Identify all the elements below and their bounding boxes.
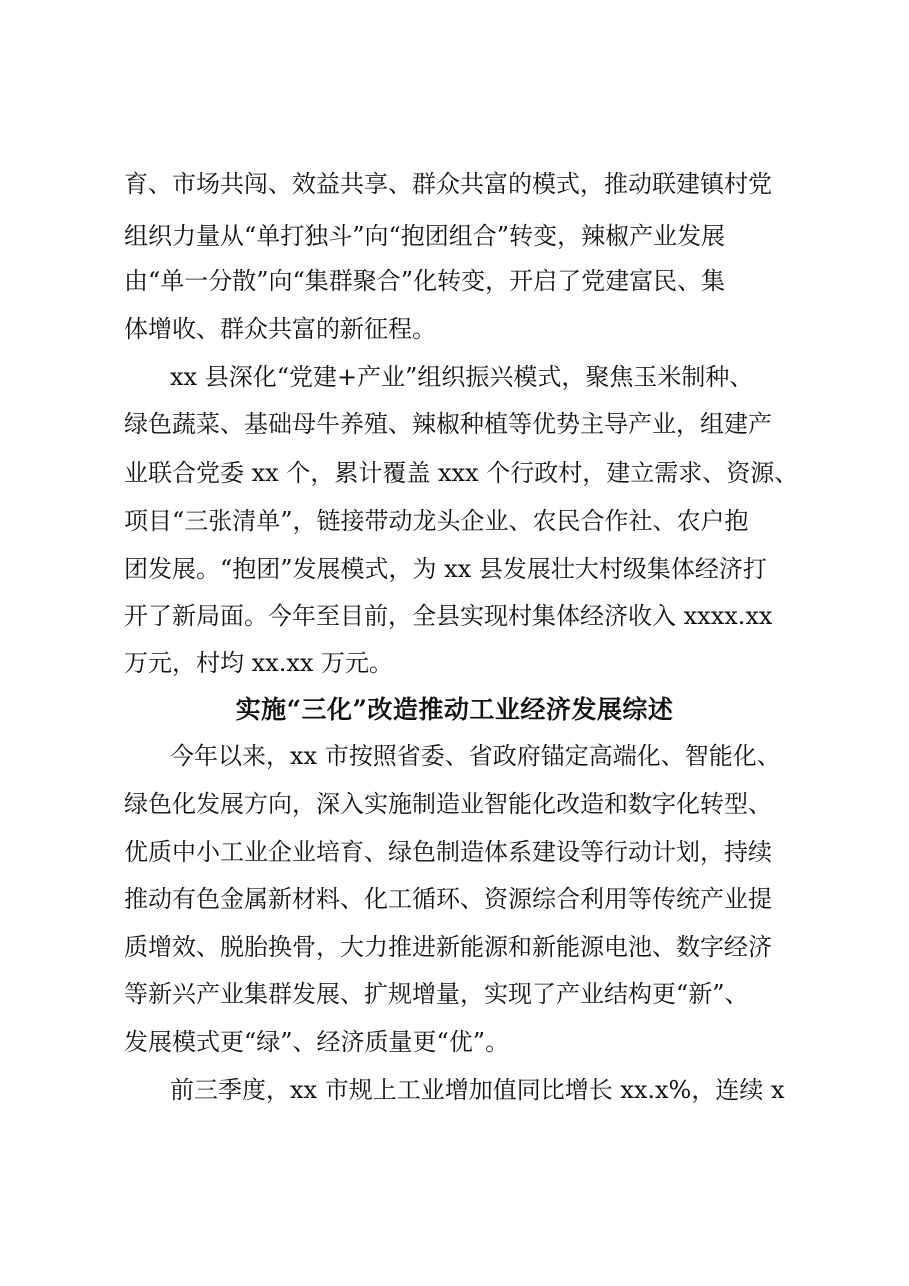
paragraph-1-line-4: 体增收、群众共富的新征程。: [124, 315, 436, 343]
paragraph-1-line-3: 由“单一分散”向“集群聚合”化转变，开启了党建富民、集: [124, 267, 726, 295]
paragraph-2-line-2: 绿色蔬菜、基础母牛养殖、辣椒种植等优势主导产业，组建产: [124, 410, 772, 438]
paragraph-2-line-5: 团发展。“抱团”发展模式，为 xx 县发展壮大村级集体经济打: [124, 555, 767, 583]
paragraph-4-line-1: 前三季度，xx 市规上工业增加值同比增长 xx.x%，连续 x: [170, 1076, 785, 1104]
paragraph-3-line-6: 等新兴产业集群发展、扩规增量，实现了产业结构更“新”、: [124, 980, 749, 1008]
paragraph-2-line-7: 万元，村均 xx.xx 万元。: [124, 649, 394, 677]
paragraph-3-line-1: 今年以来，xx 市按照省委、省政府锚定高端化、智能化、: [170, 742, 781, 770]
paragraph-2-line-6: 开了新局面。今年至目前，全县实现村集体经济收入 xxxx.xx: [124, 602, 773, 630]
paragraph-3-line-2: 绿色化发展方向，深入实施制造业智能化改造和数字化转型、: [124, 790, 772, 818]
paragraph-3-line-3: 优质中小工业企业培育、绿色制造体系建设等行动计划，持续: [124, 838, 772, 866]
paragraph-1-line-1: 育、市场共闯、效益共享、群众共富的模式，推动联建镇村党: [124, 170, 772, 198]
paragraph-2-line-3: 业联合党委 xx 个，累计覆盖 xxx 个行政村，建立需求、资源、: [124, 459, 799, 487]
paragraph-3-line-7: 发展模式更“绿”、经济质量更“优”。: [124, 1028, 510, 1056]
paragraph-3-line-4: 推动有色金属新材料、化工循环、资源综合利用等传统产业提: [124, 885, 772, 913]
section-title: 实施“三化”改造推动工业经济发展综述: [235, 695, 674, 724]
paragraph-3-line-5: 质增效、脱胎换骨，大力推进新能源和新能源电池、数字经济: [124, 933, 772, 961]
paragraph-1-line-2: 组织力量从“单打独斗”向“抱团组合”转变，辣椒产业发展: [124, 222, 726, 250]
paragraph-2-line-1: xx 县深化“党建+产业”组织振兴模式，聚焦玉米制种、: [170, 363, 754, 391]
paragraph-2-line-4: 项目“三张清单”，链接带动龙头企业、农民合作社、农户抱: [124, 507, 749, 535]
